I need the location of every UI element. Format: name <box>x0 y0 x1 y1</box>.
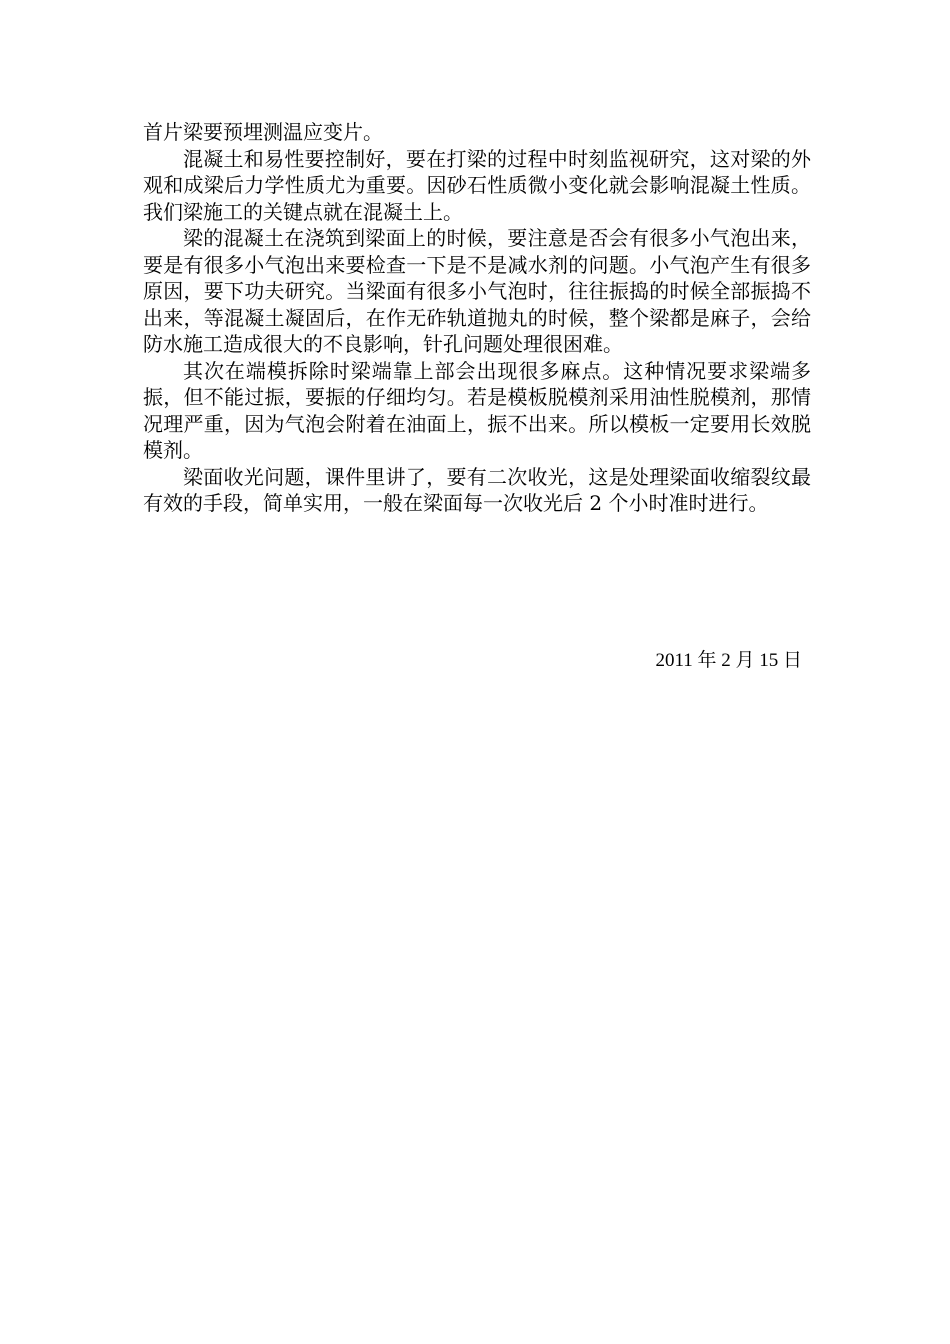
document-body <box>143 119 811 517</box>
paragraph-concrete-workability: 混凝土和易性要控制好，要在打梁的过程中时刻监视研究，这对梁的外观和成梁后力学性质尤为重要。因砂石性质微小变化就会影响混凝土性质。我们梁施工的关键点就在混凝土上。 <box>143 146 811 224</box>
paragraph-air-bubbles: 梁的混凝土在浇筑到梁面上的时候，要注意是否会有很多小气泡出来，要是有很多小气泡出来要检查一下是不是减水剂的问题。小气泡产生有很多原因，要下功夫研究。当梁面有很多小气泡时，往往振捣的时候全部振捣不出来，等混凝土凝固后，在作无砟轨道抛丸的时候，整个梁都是麻子，会给防水施工造成很大的不良影响，针孔问题处理很困难。 <box>143 226 811 356</box>
paragraph-end-form-removal: 其次在端模拆除时梁端靠上部会出现很多麻点。这种情况要求梁端多振，但不能过振，要振的仔细均匀。若是模板脱模剂采用油性脱模剂，那情况理严重，因为气泡会附着在油面上，振不出来。所以模板一定要用长效脱模剂。 <box>143 358 811 462</box>
document-date: 2011 年 2 月 15 日 <box>655 650 802 671</box>
paragraph-continuation: 首片梁要预埋测温应变片。 <box>143 120 383 144</box>
paragraph-surface-finishing: 梁面收光问题，课件里讲了，要有二次收光，这是处理梁面收缩裂纹最有效的手段，简单实用，一般在梁面每一次收光后 2 个小时准时进行。 <box>143 464 811 515</box>
